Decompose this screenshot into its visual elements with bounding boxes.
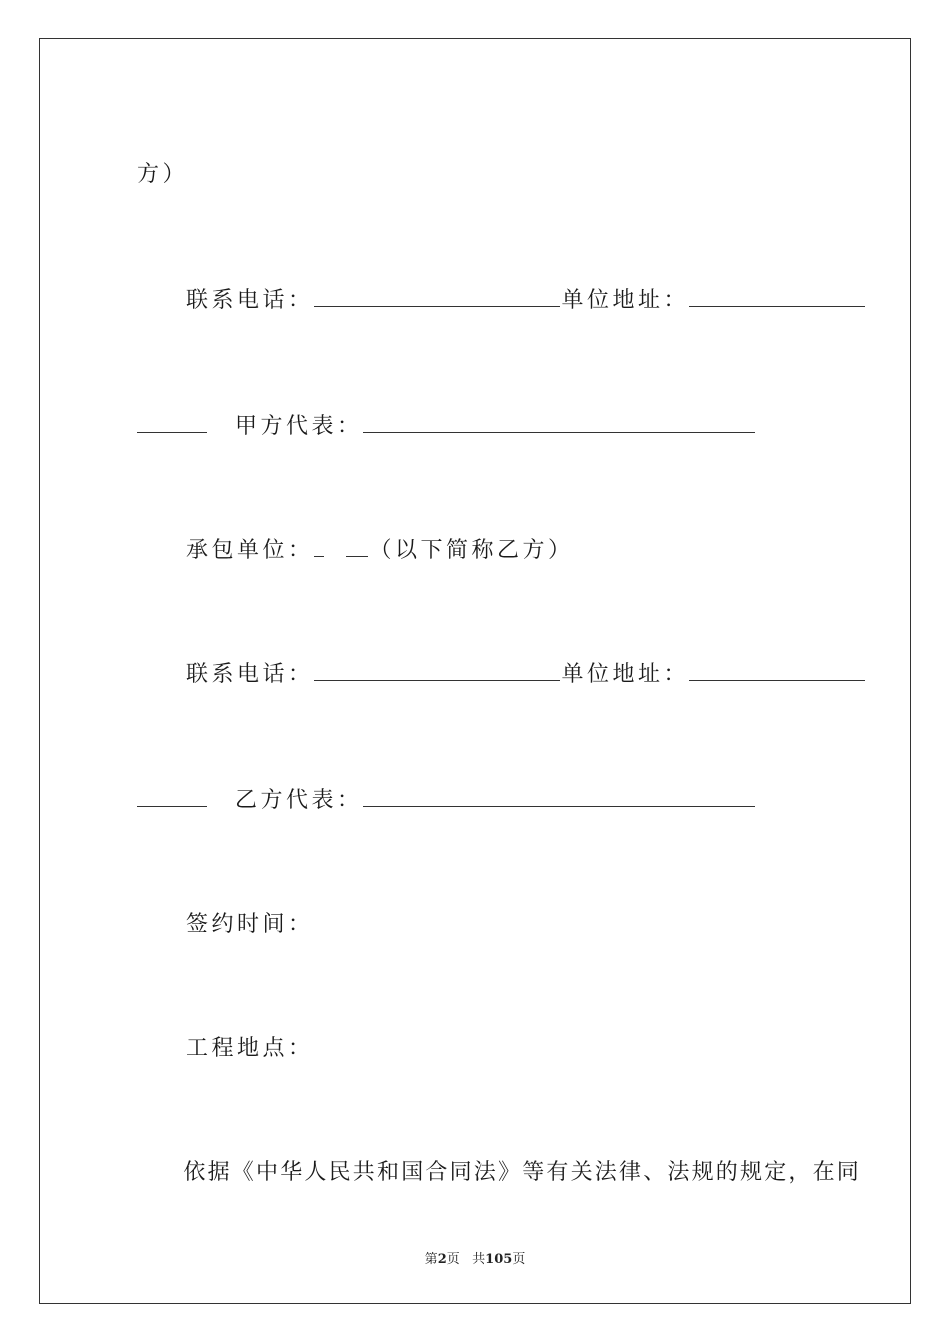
line-project-location [165, 1010, 314, 1062]
blank-address-a-cont [137, 414, 207, 433]
label-address-b: 单位地址： [561, 662, 690, 687]
line-legal-basis [165, 1134, 861, 1186]
text-fang-close: 方） [137, 162, 189, 187]
label-phone-b: 联系电话： [186, 662, 314, 687]
line-continuation [116, 136, 188, 188]
text-legal-basis: 依据《中华人民共和国合同法》等有关法律、法规的规定，在同 [183, 1160, 861, 1185]
blank-rep-a [363, 414, 755, 433]
line-party-b-contact [165, 636, 867, 688]
blank-address-a [689, 288, 865, 307]
blank-rep-b [363, 788, 755, 807]
footer-total-number: 105 [485, 1252, 513, 1267]
blank-address-b-cont [137, 788, 207, 807]
page-footer [0, 1248, 950, 1267]
label-sign-time: 签约时间： [186, 912, 314, 937]
blank-phone-a [314, 288, 560, 307]
line-party-a-rep [116, 388, 757, 440]
footer-page-prefix: 第 [424, 1252, 438, 1267]
blank-phone-b [314, 662, 560, 681]
blank-contractor-2 [346, 538, 368, 557]
footer-total-prefix: 共 [472, 1252, 486, 1267]
line-party-b-rep [116, 762, 757, 814]
label-address-a: 单位地址： [561, 288, 690, 313]
footer-page-number: 2 [437, 1252, 447, 1267]
blank-address-b [689, 662, 865, 681]
label-phone-a: 联系电话： [186, 288, 314, 313]
line-sign-time [165, 886, 314, 938]
footer-page-suffix: 页 [446, 1252, 460, 1267]
blank-contractor-1 [314, 538, 324, 557]
footer-total-suffix: 页 [512, 1252, 526, 1267]
label-rep-a: 甲方代表： [235, 414, 363, 439]
label-rep-b: 乙方代表： [235, 788, 363, 813]
text-party-b-note: （以下简称乙方） [369, 538, 574, 563]
line-party-a-contact [165, 262, 867, 314]
label-project-location: 工程地点： [186, 1036, 314, 1061]
label-contractor: 承包单位： [186, 538, 314, 563]
line-contractor [165, 512, 574, 564]
